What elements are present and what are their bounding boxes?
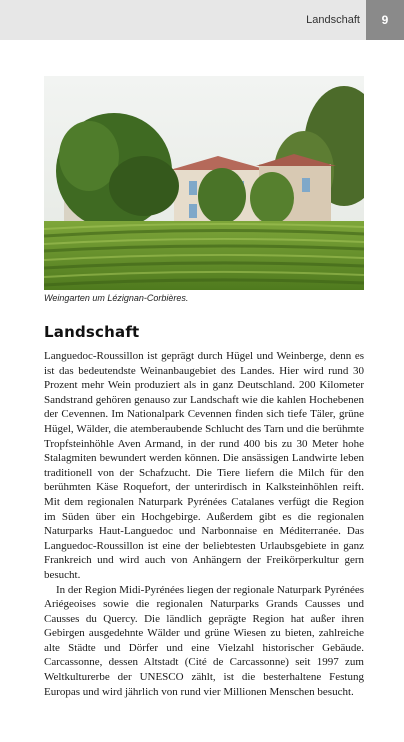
paragraph: Languedoc-Roussillon ist geprägt durch Hügel und Weinberge, denn es ist das bedeutendste Weinanbaugebiet des Landes. Hier wird rund 30 Prozent mehr Wein produziert als in ganz Deutschland. 200 Kilometer Sandstrand gehören genauso zur Landschaft wie die kahlen Hochebenen der Cevennen. Im Nationalpark Cevennen finden sich tiefe Täler, grüne Hügel, Wälder, die atemberaubende Schlucht des Tarn und die berühmte Tropfsteinhöhle Aven Armand, in der rund 400 bis zu 30 Meter hohe Stalagmiten bewundert werden können. Die ansässigen Landwirte leben traditionell von der Schafzucht. Die Tiere liefern die Milch für den berühmten Käse Roquefort, der unterirdisch in Kalksteinhöhlen reift. Mit dem regionalen Naturpark Pyrénées Catalanes verfügt die Region im Süden über ein Hochgebirge. Außerdem gibt es die regionalen Naturparks Haut-Languedoc und Narbonnaise en Méditerranée. Das Languedoc-Roussillon ist eine der beliebtesten Urlaubsgebiete in ganz Frankreich und wird auch von Anhängern der Freikörperkultur gern besucht.	[44, 350, 364, 581]
page-number: 9	[366, 0, 404, 40]
section-heading: Landschaft	[44, 323, 140, 341]
body-text	[44, 349, 364, 699]
page-header	[0, 0, 404, 40]
running-header-title: Landschaft	[306, 14, 360, 26]
photo-caption: Weingarten um Lézignan-Corbières.	[44, 293, 189, 303]
vineyard-photo	[44, 76, 364, 290]
paragraph: In der Region Midi-Pyrénées liegen der regionale Naturpark Pyrénées Ariégeoises sowie die regionalen Naturparks Grands Causses und Causses du Quercy. Die ländlich geprägte Region hat außer ihren Gebirgen ausgedehnte Wälder und grüne Wiesen zu bieten, zahlreiche alte Städte und Dörfer und eine Vielzahl historischer Gebäude. Carcassonne, dessen Altstadt (Cité de Carcassonne) seit 1997 zum Weltkulturerbe der UNESCO zählt, ist die besterhaltene Festung Europas und wird jährlich von rund vier Millionen Menschen besucht.	[44, 583, 364, 698]
